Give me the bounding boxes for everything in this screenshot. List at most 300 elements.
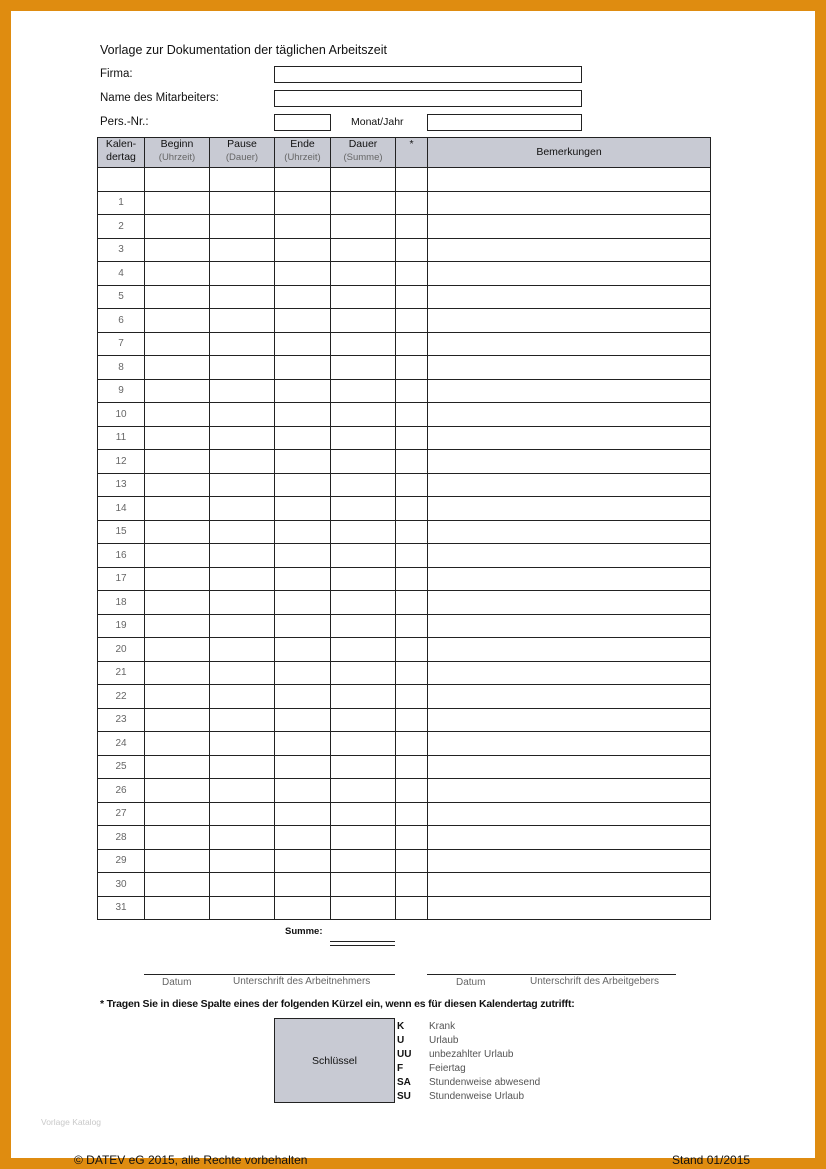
entry-cell[interactable] (396, 309, 428, 333)
entry-cell[interactable] (145, 732, 210, 756)
entry-cell[interactable] (331, 168, 396, 192)
day-number-cell: 11 (98, 426, 145, 450)
column-header-main: Pause (227, 138, 257, 150)
column-header-main: * (409, 138, 414, 150)
entry-cell[interactable] (331, 403, 396, 427)
entry-cell[interactable] (145, 215, 210, 239)
entry-cell[interactable] (210, 755, 275, 779)
key-code: U (397, 1035, 405, 1046)
table-row (98, 732, 711, 756)
table-row (98, 426, 711, 450)
entry-cell[interactable] (331, 426, 396, 450)
key-item (397, 1090, 597, 1104)
key-code: UU (397, 1049, 412, 1060)
entry-cell[interactable] (275, 591, 331, 615)
table-header-row (98, 138, 711, 168)
column-header (275, 138, 331, 168)
entry-cell[interactable] (428, 426, 711, 450)
entry-cell[interactable] (396, 426, 428, 450)
entry-cell[interactable] (145, 191, 210, 215)
entry-cell[interactable] (210, 591, 275, 615)
entry-cell[interactable] (210, 332, 275, 356)
entry-cell[interactable] (145, 238, 210, 262)
entry-cell[interactable] (396, 168, 428, 192)
entry-cell[interactable] (275, 732, 331, 756)
entry-cell[interactable] (331, 708, 396, 732)
entry-cell[interactable] (275, 262, 331, 286)
entry-cell[interactable] (275, 638, 331, 662)
table-row (98, 638, 711, 662)
column-header (428, 138, 711, 168)
day-number-cell: 7 (98, 332, 145, 356)
entry-cell[interactable] (145, 802, 210, 826)
entry-cell[interactable] (275, 755, 331, 779)
table-row (98, 309, 711, 333)
table-row (98, 285, 711, 309)
entry-cell[interactable] (210, 896, 275, 920)
summe-label: Summe: (285, 926, 323, 937)
entry-cell[interactable] (210, 379, 275, 403)
table-row (98, 520, 711, 544)
entry-cell[interactable] (331, 755, 396, 779)
entry-cell[interactable] (210, 403, 275, 427)
entry-cell[interactable] (145, 849, 210, 873)
entry-cell[interactable] (331, 591, 396, 615)
day-number-cell: 22 (98, 685, 145, 709)
entry-cell[interactable] (428, 497, 711, 521)
table-row (98, 755, 711, 779)
entry-cell[interactable] (428, 379, 711, 403)
entry-cell[interactable] (210, 238, 275, 262)
entry-cell[interactable] (210, 802, 275, 826)
table-row (98, 873, 711, 897)
entry-cell[interactable] (210, 826, 275, 850)
key-description: unbezahlter Urlaub (429, 1049, 514, 1060)
entry-cell[interactable] (331, 849, 396, 873)
day-number-cell: 29 (98, 849, 145, 873)
entry-cell[interactable] (275, 309, 331, 333)
key-item (397, 1076, 597, 1090)
entry-cell[interactable] (428, 638, 711, 662)
entry-cell[interactable] (396, 661, 428, 685)
entry-cell[interactable] (331, 450, 396, 474)
column-header-sub: (Summe) (343, 152, 383, 163)
column-header (396, 138, 428, 168)
entry-cell[interactable] (331, 544, 396, 568)
table-row (98, 262, 711, 286)
entry-cell[interactable] (396, 520, 428, 544)
entry-cell[interactable] (428, 614, 711, 638)
entry-cell[interactable] (396, 591, 428, 615)
entry-cell[interactable] (428, 450, 711, 474)
day-number-cell: 15 (98, 520, 145, 544)
table-row (98, 215, 711, 239)
entry-cell[interactable] (210, 191, 275, 215)
day-number-cell: 30 (98, 873, 145, 897)
entry-cell[interactable] (145, 755, 210, 779)
entry-cell[interactable] (428, 520, 711, 544)
table-row (98, 685, 711, 709)
day-number-cell: 27 (98, 802, 145, 826)
entry-cell[interactable] (210, 426, 275, 450)
entry-cell[interactable] (210, 450, 275, 474)
table-row (98, 450, 711, 474)
entry-cell[interactable] (428, 779, 711, 803)
entry-cell[interactable] (210, 567, 275, 591)
key-code: SA (397, 1077, 411, 1088)
column-header-main: Dauer (348, 138, 378, 150)
watermark: Vorlage Katalog (41, 1117, 102, 1127)
entry-cell[interactable] (396, 450, 428, 474)
table-row (98, 802, 711, 826)
entry-cell[interactable] (145, 826, 210, 850)
firma-field[interactable] (274, 66, 582, 83)
entry-cell[interactable] (275, 356, 331, 380)
entry-cell[interactable] (428, 849, 711, 873)
entry-cell[interactable] (145, 873, 210, 897)
entry-cell[interactable] (428, 708, 711, 732)
entry-cell[interactable] (396, 685, 428, 709)
entry-cell[interactable] (210, 638, 275, 662)
entry-cell[interactable] (331, 638, 396, 662)
entry-cell[interactable] (428, 755, 711, 779)
entry-cell[interactable] (396, 779, 428, 803)
entry-cell[interactable] (275, 779, 331, 803)
entry-cell[interactable] (331, 520, 396, 544)
entry-cell[interactable] (428, 309, 711, 333)
entry-cell[interactable] (331, 332, 396, 356)
entry-cell[interactable] (275, 544, 331, 568)
entry-cell[interactable] (428, 661, 711, 685)
entry-cell[interactable] (210, 873, 275, 897)
entry-cell[interactable] (396, 755, 428, 779)
entry-cell[interactable] (275, 238, 331, 262)
entry-cell[interactable] (396, 873, 428, 897)
entry-cell[interactable] (275, 285, 331, 309)
key-item (397, 1034, 597, 1048)
entry-cell[interactable] (210, 168, 275, 192)
footer-copyright: © DATEV eG 2015, alle Rechte vorbehalten (74, 1153, 308, 1167)
entry-cell[interactable] (331, 567, 396, 591)
key-item (397, 1020, 597, 1034)
table-row (98, 708, 711, 732)
entry-cell[interactable] (331, 802, 396, 826)
entry-cell[interactable] (396, 849, 428, 873)
entry-cell[interactable] (145, 567, 210, 591)
entry-cell[interactable] (396, 732, 428, 756)
entry-cell[interactable] (331, 779, 396, 803)
entry-cell[interactable] (331, 661, 396, 685)
persnr-field[interactable] (274, 114, 331, 131)
key-description: Feiertag (429, 1063, 466, 1074)
entry-cell[interactable] (275, 379, 331, 403)
page-title: Vorlage zur Dokumentation der täglichen Arbeitszeit (100, 43, 387, 57)
table-row (98, 332, 711, 356)
entry-cell[interactable] (275, 661, 331, 685)
entry-cell[interactable] (428, 168, 711, 192)
day-number-cell: 19 (98, 614, 145, 638)
entry-cell[interactable] (275, 450, 331, 474)
day-number-cell: 17 (98, 567, 145, 591)
entry-cell[interactable] (331, 826, 396, 850)
entry-cell[interactable] (396, 567, 428, 591)
day-number-cell: 23 (98, 708, 145, 732)
key-list (397, 1020, 597, 1104)
column-header-sub: dertag (106, 151, 136, 163)
day-number-cell: 20 (98, 638, 145, 662)
entry-cell[interactable] (428, 356, 711, 380)
entry-cell[interactable] (331, 896, 396, 920)
entry-cell[interactable] (275, 849, 331, 873)
entry-cell[interactable] (275, 332, 331, 356)
column-header-main: Beginn (160, 138, 194, 150)
day-number-cell: 6 (98, 309, 145, 333)
key-item (397, 1048, 597, 1062)
entry-cell[interactable] (275, 873, 331, 897)
firma-label: Firma: (100, 68, 133, 80)
day-number-cell: 21 (98, 661, 145, 685)
entry-cell[interactable] (428, 802, 711, 826)
entry-cell[interactable] (275, 215, 331, 239)
entry-cell[interactable] (396, 215, 428, 239)
key-code: F (397, 1063, 404, 1074)
entry-cell[interactable] (331, 732, 396, 756)
key-description: Urlaub (429, 1035, 459, 1046)
entry-cell[interactable] (331, 497, 396, 521)
entry-cell[interactable] (428, 732, 711, 756)
key-code: SU (397, 1091, 411, 1102)
entry-cell[interactable] (210, 779, 275, 803)
entry-cell[interactable] (145, 285, 210, 309)
key-description: Stundenweise Urlaub (429, 1091, 525, 1102)
entry-cell[interactable] (275, 685, 331, 709)
key-code: K (397, 1021, 405, 1032)
day-number-cell: 13 (98, 473, 145, 497)
entry-cell[interactable] (275, 708, 331, 732)
entry-cell[interactable] (428, 567, 711, 591)
entry-cell[interactable] (275, 426, 331, 450)
table-row (98, 356, 711, 380)
entry-cell[interactable] (210, 544, 275, 568)
entry-cell[interactable] (396, 826, 428, 850)
entry-cell[interactable] (145, 403, 210, 427)
document-page (11, 11, 815, 1167)
column-header (98, 138, 145, 168)
name-field[interactable] (274, 90, 582, 107)
entry-cell[interactable] (275, 826, 331, 850)
monat-label: Monat/Jahr (351, 116, 404, 128)
entry-cell[interactable] (145, 168, 210, 192)
entry-cell[interactable] (145, 661, 210, 685)
day-number-cell: 14 (98, 497, 145, 521)
day-number-cell: 3 (98, 238, 145, 262)
entry-cell[interactable] (428, 191, 711, 215)
entry-cell[interactable] (275, 168, 331, 192)
entry-cell[interactable] (331, 285, 396, 309)
entry-cell[interactable] (331, 191, 396, 215)
entry-cell[interactable] (210, 849, 275, 873)
entry-cell[interactable] (275, 191, 331, 215)
column-header-main: Kalen- (105, 138, 137, 150)
day-number-cell: 18 (98, 591, 145, 615)
entry-cell[interactable] (428, 873, 711, 897)
entry-cell[interactable] (145, 638, 210, 662)
day-number-cell: 26 (98, 779, 145, 803)
entry-cell[interactable] (145, 708, 210, 732)
table-row (98, 238, 711, 262)
entry-cell[interactable] (396, 473, 428, 497)
entry-cell[interactable] (396, 497, 428, 521)
entry-cell[interactable] (145, 309, 210, 333)
entry-cell[interactable] (396, 285, 428, 309)
entry-cell[interactable] (210, 614, 275, 638)
entry-cell[interactable] (396, 614, 428, 638)
table-row (98, 591, 711, 615)
day-number-cell: 9 (98, 379, 145, 403)
entry-cell[interactable] (396, 379, 428, 403)
entry-cell[interactable] (428, 544, 711, 568)
key-item (397, 1062, 597, 1076)
entry-cell[interactable] (428, 826, 711, 850)
entry-cell[interactable] (275, 473, 331, 497)
entry-cell[interactable] (145, 262, 210, 286)
table-row (98, 567, 711, 591)
entry-cell[interactable] (275, 497, 331, 521)
entry-cell[interactable] (331, 685, 396, 709)
table-row (98, 614, 711, 638)
table-row (98, 191, 711, 215)
entry-cell[interactable] (145, 779, 210, 803)
entry-cell[interactable] (331, 356, 396, 380)
entry-cell[interactable] (145, 450, 210, 474)
entry-cell[interactable] (428, 685, 711, 709)
entry-cell[interactable] (145, 473, 210, 497)
entry-cell[interactable] (210, 262, 275, 286)
entry-cell[interactable] (145, 332, 210, 356)
entry-cell[interactable] (210, 497, 275, 521)
entry-cell[interactable] (396, 802, 428, 826)
column-header (210, 138, 275, 168)
entry-cell[interactable] (396, 262, 428, 286)
column-header-sub: (Dauer) (225, 152, 259, 163)
entry-cell[interactable] (396, 544, 428, 568)
entry-cell[interactable] (210, 685, 275, 709)
entry-cell[interactable] (331, 614, 396, 638)
entry-cell[interactable] (331, 262, 396, 286)
entry-cell[interactable] (396, 191, 428, 215)
employee-signature-label: Unterschrift des Arbeitnehmers (233, 976, 371, 987)
key-box (274, 1018, 395, 1103)
entry-cell[interactable] (145, 544, 210, 568)
entry-cell[interactable] (396, 238, 428, 262)
entry-cell[interactable] (331, 309, 396, 333)
entry-cell[interactable] (145, 426, 210, 450)
key-description: Stundenweise abwesend (429, 1077, 541, 1088)
entry-cell[interactable] (331, 238, 396, 262)
entry-cell[interactable] (396, 896, 428, 920)
entry-cell[interactable] (145, 614, 210, 638)
monat-field[interactable] (427, 114, 582, 131)
entry-cell[interactable] (428, 238, 711, 262)
entry-cell[interactable] (331, 379, 396, 403)
entry-cell[interactable] (145, 685, 210, 709)
entry-cell[interactable] (145, 497, 210, 521)
entry-cell[interactable] (428, 262, 711, 286)
entry-cell[interactable] (210, 732, 275, 756)
entry-cell[interactable] (428, 591, 711, 615)
entry-cell[interactable] (331, 473, 396, 497)
table-row (98, 497, 711, 521)
entry-cell[interactable] (210, 285, 275, 309)
entry-cell[interactable] (331, 873, 396, 897)
day-number-cell: 10 (98, 403, 145, 427)
entry-cell[interactable] (145, 896, 210, 920)
entry-cell[interactable] (396, 356, 428, 380)
column-header (331, 138, 396, 168)
entry-cell[interactable] (396, 332, 428, 356)
day-number-cell: 16 (98, 544, 145, 568)
entry-cell[interactable] (428, 285, 711, 309)
day-number-cell: 4 (98, 262, 145, 286)
name-label: Name des Mitarbeiters: (100, 92, 219, 104)
table-row (98, 826, 711, 850)
entry-cell[interactable] (396, 708, 428, 732)
entry-cell[interactable] (145, 356, 210, 380)
entry-cell[interactable] (428, 473, 711, 497)
entry-cell[interactable] (275, 567, 331, 591)
employee-signature-line (144, 974, 395, 975)
table-row (98, 168, 711, 192)
entry-cell[interactable] (210, 356, 275, 380)
footer-stand: Stand 01/2015 (672, 1153, 751, 1167)
column-header-sub: (Uhrzeit) (284, 152, 321, 163)
entry-cell[interactable] (275, 802, 331, 826)
table-row (98, 779, 711, 803)
entry-cell[interactable] (145, 379, 210, 403)
entry-cell[interactable] (210, 215, 275, 239)
day-number-cell: 28 (98, 826, 145, 850)
entry-cell[interactable] (331, 215, 396, 239)
entry-cell[interactable] (145, 591, 210, 615)
entry-cell[interactable] (275, 614, 331, 638)
employer-signature-label: Unterschrift des Arbeitgebers (530, 976, 659, 987)
day-number-cell: 24 (98, 732, 145, 756)
entry-cell[interactable] (396, 638, 428, 662)
column-header-main: Ende (290, 138, 315, 150)
column-header-main: Bemerkungen (536, 146, 602, 158)
entry-cell[interactable] (428, 896, 711, 920)
day-number-cell: 2 (98, 215, 145, 239)
summe-double-line (330, 941, 395, 946)
entry-cell[interactable] (210, 520, 275, 544)
entry-cell[interactable] (210, 309, 275, 333)
table-row (98, 473, 711, 497)
entry-cell[interactable] (428, 403, 711, 427)
day-number-cell: 8 (98, 356, 145, 380)
entry-cell[interactable] (275, 896, 331, 920)
day-number-cell: 12 (98, 450, 145, 474)
entry-cell[interactable] (210, 708, 275, 732)
entry-cell[interactable] (428, 332, 711, 356)
entry-cell[interactable] (210, 473, 275, 497)
entry-cell[interactable] (210, 661, 275, 685)
entry-cell[interactable] (275, 403, 331, 427)
entry-cell[interactable] (396, 403, 428, 427)
table-row (98, 849, 711, 873)
entry-cell[interactable] (428, 215, 711, 239)
entry-cell[interactable] (145, 520, 210, 544)
entry-cell[interactable] (275, 520, 331, 544)
